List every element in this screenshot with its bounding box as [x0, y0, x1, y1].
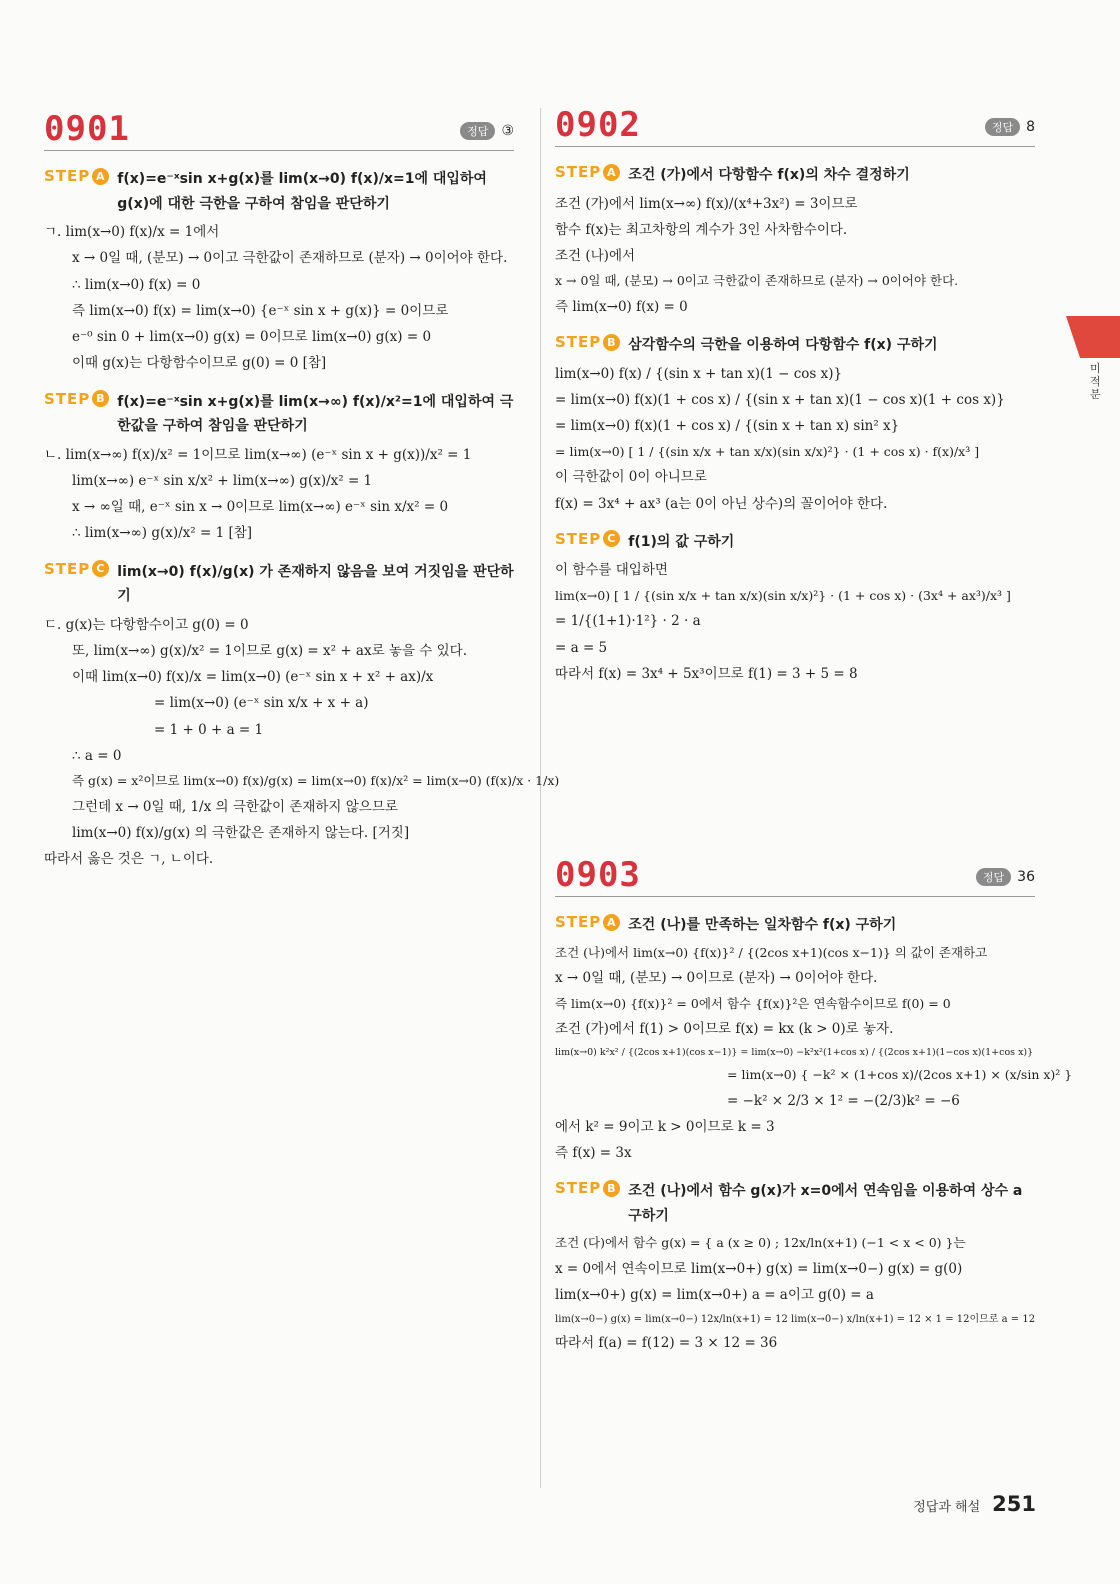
solution-line: lim(x→∞) e⁻ˣ sin x/x² + lim(x→∞) g(x)/x² = 1 [72, 472, 373, 489]
solution-line: lim(x→0) f(x) / {(sin x + tan x)(1 − cos x)} [555, 365, 843, 382]
column-divider [540, 108, 541, 1488]
solution-line: = −k² × 2/3 × 1² = −(2/3)k² = −6 [727, 1092, 960, 1109]
solution-line: 그런데 x → 0일 때, 1/x 의 극한값이 존재하지 않으므로 [72, 798, 398, 815]
step-label: STEP B [44, 390, 109, 408]
solution-line: = a = 5 [555, 639, 608, 656]
step-title: 삼각함수의 극한을 이용하여 다항함수 f(x) 구하기 [628, 337, 938, 354]
step-title: 조건 (가)에서 다항함수 f(x)의 차수 결정하기 [628, 167, 910, 183]
solution-line: 또, lim(x→∞) g(x)/x² = 1이므로 g(x) = x² + ax로 놓을 수 있다. [72, 642, 467, 659]
step-letter-badge: A [92, 168, 109, 185]
conclusion-line: 따라서 옳은 것은 ㄱ, ㄴ이다. [44, 851, 214, 868]
step-b [555, 1179, 1035, 1228]
solution-line: ∴ a = 0 [72, 747, 122, 764]
solution-line: ㄷ. g(x)는 다항함수이고 g(0) = 0 [44, 616, 249, 633]
problem-0903 [555, 855, 1073, 1359]
solution-line: x → 0일 때, (분모) → 0이고 극한값이 존재하므로 (분자) → 0이어야 한다. [555, 273, 959, 289]
step-label: STEP A [44, 167, 109, 185]
chapter-side-tab-label: 미적분 [1090, 362, 1101, 402]
answer-badge: 정답 [460, 122, 495, 140]
solution-line: f(x) = 3x⁴ + ax³ (a는 0이 아닌 상수)의 꼴이어야 한다. [555, 495, 888, 512]
solution-line: 이때 g(x)는 다항함수이므로 g(0) = 0 [참] [72, 355, 327, 372]
solution-line: ㄱ. lim(x→0) f(x)/x = 1에서 [44, 224, 220, 240]
solution-line: 조건 (나)에서 lim(x→0) {f(x)}² / {(2cos x+1)(cos x−1)} 의 값이 존재하고 [555, 944, 988, 960]
step-title: 조건 (나)를 만족하는 일차함수 f(x) 구하기 [628, 917, 897, 933]
solution-line: 즉 lim(x→0) f(x) = lim(x→0) {e⁻ˣ sin x + g(x)} = 0이므로 [72, 302, 449, 319]
solution-line: 즉 lim(x→0) f(x) = 0 [555, 299, 688, 315]
step-title: f(1)의 값 구하기 [628, 533, 735, 550]
solution-line: lim(x→0) f(x)/g(x) 의 극한값은 존재하지 않는다. [거짓] [72, 825, 410, 841]
solution-line: 즉 lim(x→0) {f(x)}² = 0에서 함수 {f(x)}²은 연속함수이므로 f(0) = 0 [555, 995, 951, 1011]
solution-line: 즉 g(x) = x²이므로 lim(x→0) f(x)/g(x) = lim(x→0) f(x)/x² = lim(x→0) (f(x)/x · 1/x) [72, 773, 560, 788]
step-b [555, 333, 1035, 358]
step-label: STEP C [555, 530, 620, 548]
answer-badge: 정답 [985, 118, 1020, 136]
solution-line: 이 극한값이 0이 아니므로 [555, 469, 707, 486]
problem-0901 [44, 109, 560, 876]
problem-number: 0903 [555, 855, 641, 895]
solution-line: = lim(x→0) (e⁻ˣ sin x/x + x + a) [154, 695, 369, 712]
solution-line: lim(x→0) k²x² / {(2cos x+1)(cos x−1)} = lim(x→0) −k²x²(1+cos x) / {(2cos x+1)(1−cos x)(1+cos x)} [555, 1046, 1034, 1058]
solution-line: = 1/{(1+1)·1²} · 2 · a [555, 613, 701, 630]
solution-line: 따라서 f(x) = 3x⁴ + 5x³이므로 f(1) = 3 + 5 = 8 [555, 665, 858, 682]
solution-line: 조건 (가)에서 f(1) > 0이므로 f(x) = kx (k > 0)로 놓자. [555, 1021, 894, 1038]
page-number: 251 [992, 1492, 1036, 1516]
conclusion-line: 따라서 f(a) = f(12) = 3 × 12 = 36 [555, 1334, 778, 1351]
solution-line: lim(x→0+) g(x) = lim(x→0+) a = a이고 g(0) = a [555, 1287, 874, 1304]
step-label: STEP B [555, 1179, 620, 1197]
step-letter-badge: C [603, 530, 620, 547]
step-b [44, 390, 514, 439]
solution-line: = lim(x→0) { −k² × (1+cos x)/(2cos x+1) × (x/sin x)² } [727, 1066, 1073, 1082]
chapter-side-tab [1066, 316, 1120, 358]
step-title: lim(x→0) f(x)/g(x) 가 존재하지 않음을 보여 거짓임을 판단하기 [117, 563, 514, 604]
solution-line: 즉 f(x) = 3x [555, 1145, 632, 1161]
problem-number: 0901 [44, 109, 130, 149]
step-a [555, 913, 1035, 938]
step-title: f(x)=e⁻ˣsin x+g(x)를 lim(x→0) f(x)/x=1에 대입하여 g(x)에 대한 극한을 구하여 참임을 판단하기 [117, 171, 487, 212]
problem-number: 0902 [555, 105, 641, 145]
step-title: 조건 (나)에서 함수 g(x)가 x=0에서 연속임을 이용하여 상수 a 구하기 [628, 1183, 1023, 1224]
step-label: STEP C [44, 560, 109, 578]
step-label: STEP A [555, 163, 620, 181]
page-footer [913, 1492, 1036, 1516]
step-letter-badge: B [603, 334, 620, 351]
answer [460, 122, 514, 140]
step-c [44, 560, 514, 609]
problem-header [555, 105, 1035, 147]
problem-0902 [555, 105, 1035, 690]
step-c [555, 530, 1035, 555]
solution-line: e⁻⁰ sin 0 + lim(x→0) g(x) = 0이므로 lim(x→0) g(x) = 0 [72, 329, 432, 345]
solution-line: ㄴ. lim(x→∞) f(x)/x² = 1이므로 lim(x→∞) (e⁻ˣ sin x + g(x))/x² = 1 [44, 446, 472, 463]
solution-line: 함수 f(x)는 최고차항의 계수가 3인 사차함수이다. [555, 221, 848, 238]
solution-line: = 1 + 0 + a = 1 [154, 721, 264, 738]
solution-line: lim(x→0) [ 1 / {(sin x/x + tan x/x)(sin x/x)²} · (1 + cos x) · (3x⁴ + ax³)/x³ ] [555, 587, 1011, 603]
step-title: f(x)=e⁻ˣsin x+g(x)를 lim(x→∞) f(x)/x²=1에 대입하여 극한값을 구하여 참임을 판단하기 [117, 393, 514, 434]
step-a [555, 163, 1035, 188]
step-letter-badge: B [92, 390, 109, 407]
solution-line: ∴ lim(x→∞) g(x)/x² = 1 [참] [72, 525, 253, 542]
problem-header [555, 855, 1035, 897]
answer-value: 8 [1026, 119, 1035, 135]
solution-line: x → ∞일 때, e⁻ˣ sin x → 0이므로 lim(x→∞) e⁻ˣ sin x/x² = 0 [72, 499, 449, 515]
step-label: STEP B [555, 333, 620, 351]
solution-line: 조건 (가)에서 lim(x→∞) f(x)/(x⁴+3x²) = 3이므로 [555, 195, 858, 212]
solution-line: x → 0일 때, (분모) → 0이고 극한값이 존재하므로 (분자) → 0이어야 한다. [72, 250, 508, 267]
answer-value: 36 [1017, 869, 1035, 885]
answer-badge: 정답 [976, 868, 1011, 886]
solution-line: x → 0일 때, (분모) → 0이므로 (분자) → 0이어야 한다. [555, 970, 878, 987]
solution-line: = lim(x→0) f(x)(1 + cos x) / {(sin x + tan x)(1 − cos x)(1 + cos x)} [555, 392, 1005, 408]
footer-label: 정답과 해설 [913, 1500, 981, 1515]
solution-line: 조건 (나)에서 [555, 248, 636, 264]
problem-header [44, 109, 514, 151]
step-letter-badge: B [603, 1180, 620, 1197]
answer-value: ③ [501, 123, 514, 139]
solution-line: 조건 (다)에서 함수 g(x) = { a (x ≥ 0) ; 12x/ln(x+1) (−1 < x < 0) }는 [555, 1235, 966, 1251]
solution-line: 이 함수를 대입하면 [555, 562, 668, 579]
step-label: STEP A [555, 913, 620, 931]
solution-line: 에서 k² = 9이고 k > 0이므로 k = 3 [555, 1118, 775, 1135]
answer [985, 118, 1035, 136]
step-letter-badge: A [603, 914, 620, 931]
solution-line: x = 0에서 연속이므로 lim(x→0+) g(x) = lim(x→0−) g(x) = g(0) [555, 1261, 963, 1277]
solution-line: 이때 lim(x→0) f(x)/x = lim(x→0) (e⁻ˣ sin x + x² + ax)/x [72, 669, 434, 685]
solution-line: lim(x→0−) g(x) = lim(x→0−) 12x/ln(x+1) = 12 lim(x→0−) x/ln(x+1) = 12 × 1 = 12이므로 a = 12 [555, 1313, 1036, 1325]
step-letter-badge: A [603, 164, 620, 181]
solution-line: = lim(x→0) f(x)(1 + cos x) / {(sin x + tan x) sin² x} [555, 418, 900, 435]
answer [976, 868, 1035, 886]
step-letter-badge: C [92, 560, 109, 577]
step-a [44, 167, 514, 216]
solution-line: ∴ lim(x→0) f(x) = 0 [72, 276, 201, 293]
solution-line: = lim(x→0) [ 1 / {(sin x/x + tan x/x)(sin x/x)²} · (1 + cos x) · f(x)/x³ ] [555, 443, 980, 459]
